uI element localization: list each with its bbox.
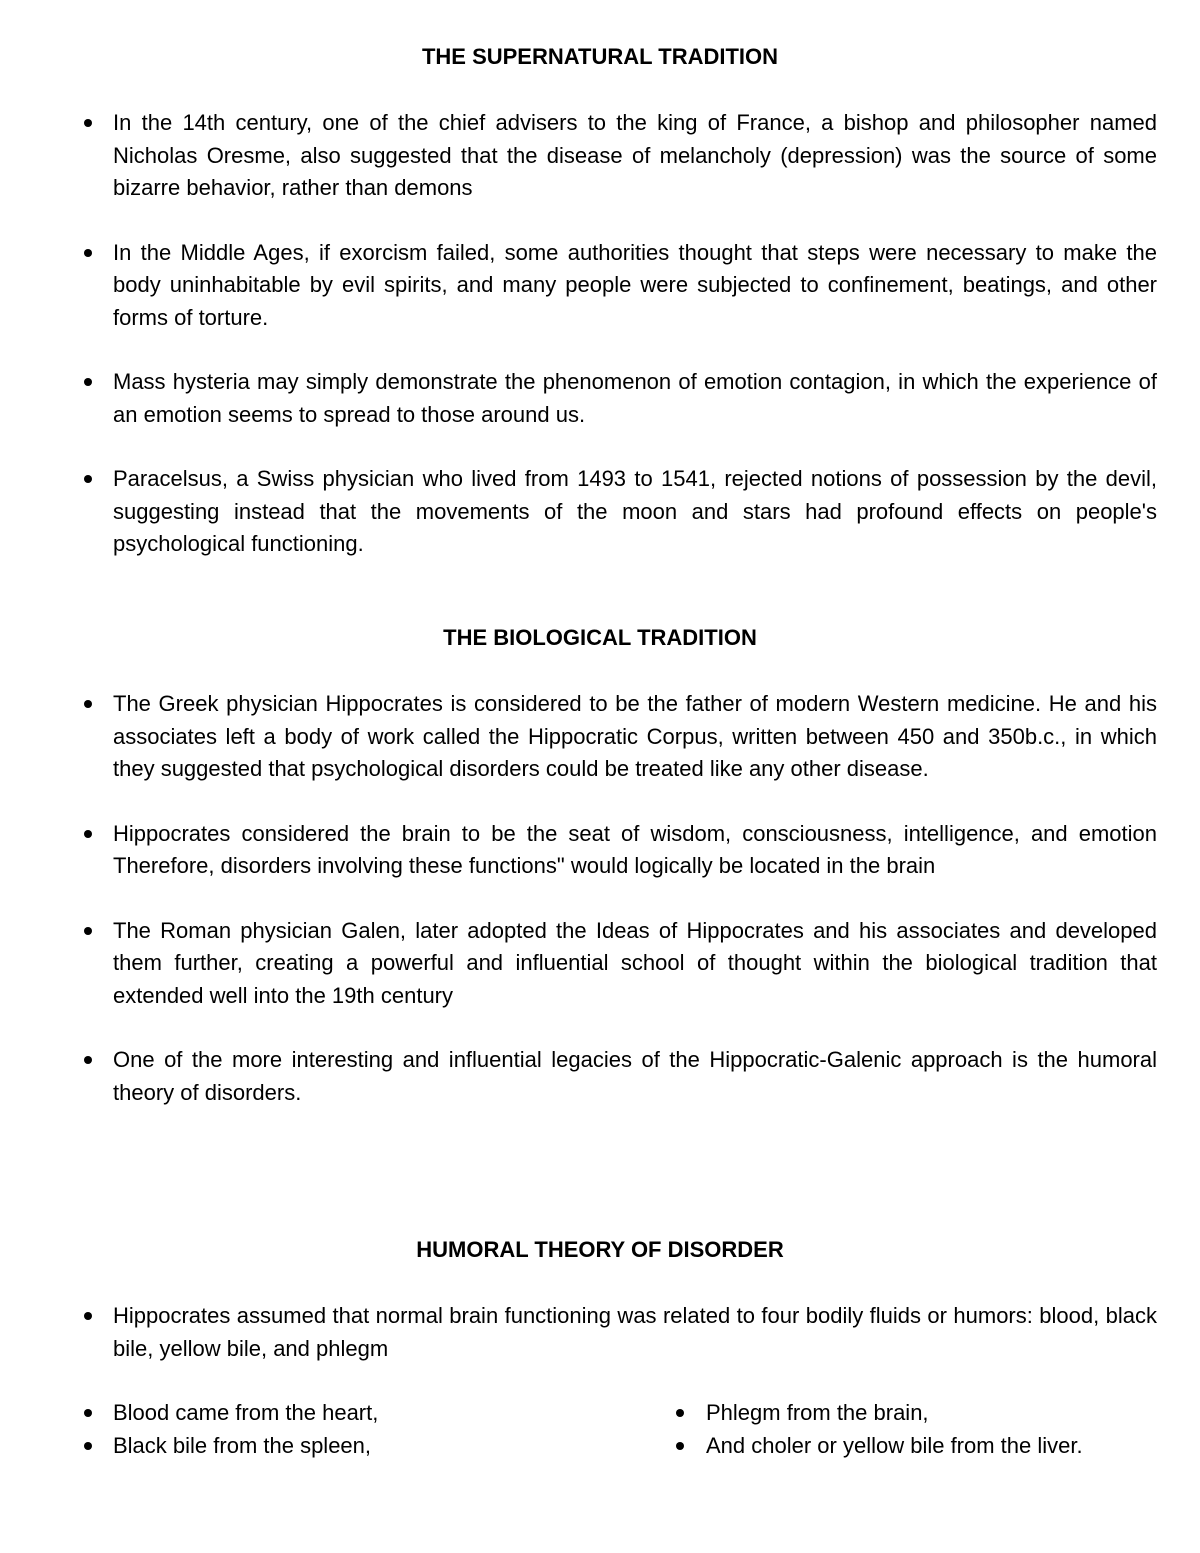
humors-left-column [0, 1397, 560, 1462]
bullet-dot-icon [84, 119, 92, 127]
humor-text: Black bile from the spleen, [113, 1432, 372, 1458]
bullet-text: In the 14th century, one of the chief advisers to the king of France, a bishop and philosopher named Nicholas Oresme, also suggested that the disease of melancholy (depression) was the source of some bizarre behavior, rather than demons [113, 110, 1157, 200]
humor-list-item [706, 1397, 1176, 1430]
bullet-item [0, 688, 1200, 786]
heading-supernatural-tradition: THE SUPERNATURAL TRADITION [421, 44, 779, 69]
bullet-dot-icon [84, 830, 92, 838]
bullet-dot-icon [84, 700, 92, 708]
bullet-dot-icon [84, 249, 92, 257]
bullet-text: Paracelsus, a Swiss physician who lived from 1493 to 1541, rejected notions of possession by the devil, suggesting instead that the movements of the moon and stars had profound effects on people's psychological functioning. [113, 466, 1157, 556]
bullet-dot-icon [676, 1442, 684, 1450]
bullet-dot-icon [676, 1409, 684, 1417]
bullet-item [0, 463, 1200, 561]
humors-right-column [706, 1397, 1176, 1462]
bullet-item [0, 107, 1200, 205]
bullet-item [0, 1300, 1200, 1365]
bullet-dot-icon [84, 378, 92, 386]
heading-humoral-theory: HUMORAL THEORY OF DISORDER [416, 1237, 784, 1262]
bullet-dot-icon [84, 1312, 92, 1320]
humor-text: Phlegm from the brain, [706, 1400, 929, 1425]
bullet-dot-icon [84, 927, 92, 935]
bullet-item [0, 915, 1200, 1013]
supernatural-bullet-list [0, 107, 1200, 561]
bullet-dot-icon [84, 1442, 92, 1450]
bullet-text: Hippocrates assumed that normal brain functioning was related to four bodily fluids or humors: blood, black bile, yellow bile, and phlegm [113, 1303, 1157, 1361]
humor-list-item [706, 1430, 1176, 1463]
biological-bullet-list [0, 688, 1200, 1109]
bullet-text: In the Middle Ages, if exorcism failed, some authorities thought that steps were necessary to make the body uninhabitable by evil spirits, and many people were subjected to confinement, beatings, and other forms of torture. [113, 239, 1157, 330]
bullet-item [0, 237, 1200, 335]
humor-text: And choler or yellow bile from the liver. [706, 1432, 1083, 1458]
bullet-text: The Roman physician Galen, later adopted the Ideas of Hippocrates and his associates and developed them further, creating a powerful and influential school of thought within the biological tradition that extended well into the 19th century [113, 917, 1157, 1008]
bullet-item [0, 818, 1200, 883]
humor-list-item [0, 1397, 560, 1430]
humoral-bullet-list [0, 1300, 1200, 1365]
bullet-dot-icon [84, 1056, 92, 1064]
humor-list-item [0, 1430, 560, 1463]
heading-biological-tradition: THE BIOLOGICAL TRADITION [443, 625, 757, 650]
bullet-dot-icon [84, 1409, 92, 1417]
bullet-dot-icon [84, 475, 92, 483]
bullet-item [0, 366, 1200, 431]
bullet-text: The Greek physician Hippocrates is considered to be the father of modern Western medicine. He and his associates left a body of work called the Hippocratic Corpus, written between 450 and 350b.c., in which they suggested that psychological disorders could be treated like any other disease. [113, 691, 1157, 781]
bullet-item [0, 1044, 1200, 1109]
bullet-text: One of the more interesting and influential legacies of the Hippocratic-Galenic approach is the humoral theory of disorders. [113, 1047, 1157, 1105]
bullet-text: Mass hysteria may simply demonstrate the phenomenon of emotion contagion, in which the experience of an emotion seems to spread to those around us. [113, 369, 1157, 427]
humor-text: Blood came from the heart, [113, 1400, 379, 1425]
bullet-text: Hippocrates considered the brain to be the seat of wisdom, consciousness, intelligence, and emotion Therefore, disorders involving these functions" would logically be located in the brain [113, 820, 1157, 878]
